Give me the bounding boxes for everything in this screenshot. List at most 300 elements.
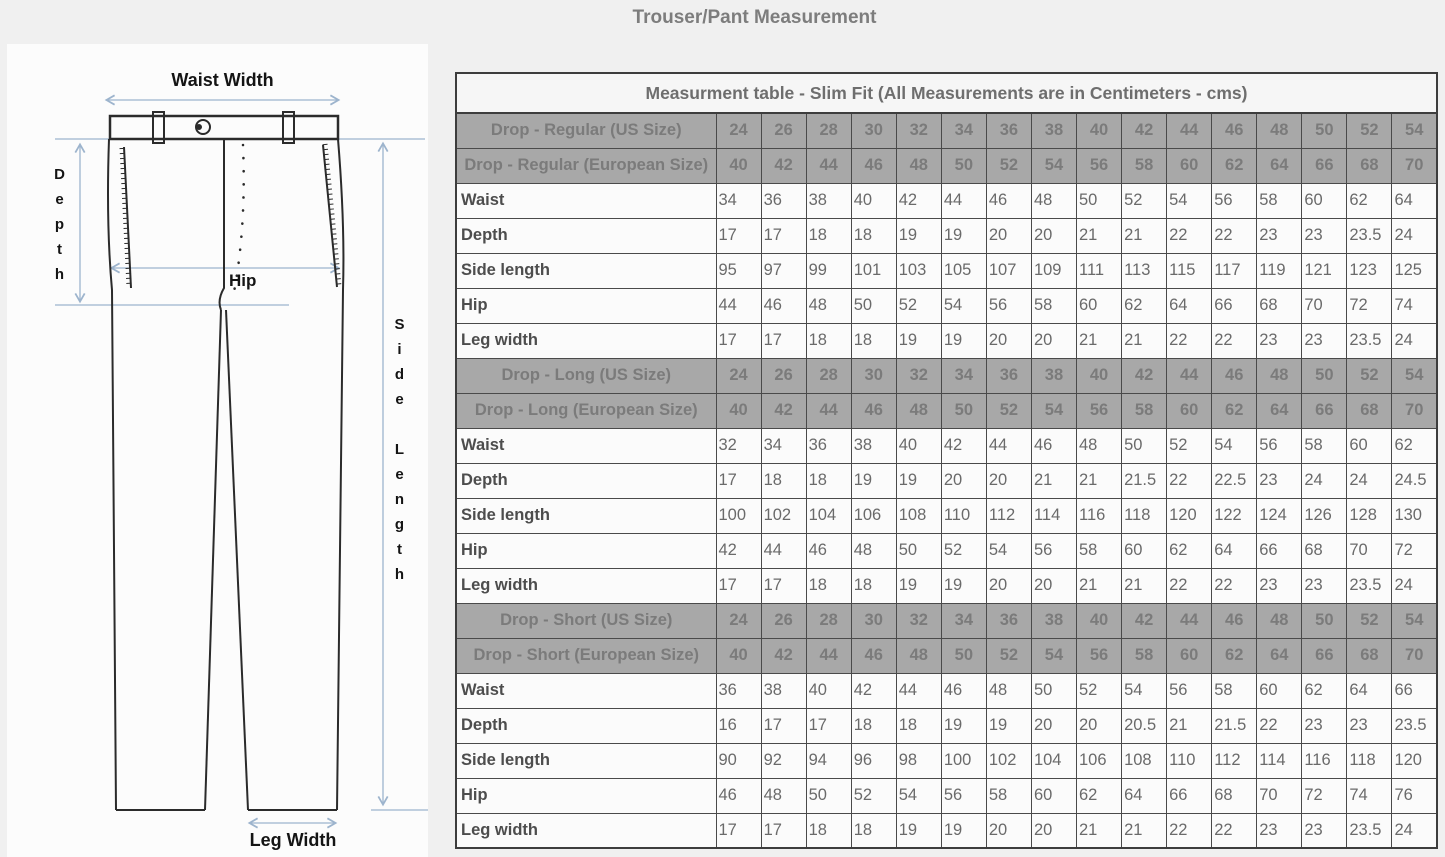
measurement-value-cell: 24 xyxy=(1302,463,1347,498)
measurement-value-cell: 54 xyxy=(986,533,1031,568)
measurement-value-cell: 74 xyxy=(1392,288,1437,323)
size-value-cell: 50 xyxy=(1302,358,1347,393)
size-value-cell: 62 xyxy=(1212,148,1257,183)
measurement-value-cell: 112 xyxy=(1212,743,1257,778)
size-value-cell: 36 xyxy=(986,113,1031,148)
measurement-value-cell: 98 xyxy=(896,743,941,778)
size-value-cell: 52 xyxy=(986,638,1031,673)
size-value-cell: 40 xyxy=(1077,603,1122,638)
measurement-value-cell: 66 xyxy=(1212,288,1257,323)
measurement-value-cell: 19 xyxy=(941,568,986,603)
hip-label: Hip xyxy=(229,271,257,290)
measurement-value-cell: 22 xyxy=(1167,323,1212,358)
measurement-value-cell: 36 xyxy=(806,428,851,463)
table-row xyxy=(456,813,1437,848)
measurement-value-cell: 23 xyxy=(1257,463,1302,498)
size-value-cell: 26 xyxy=(761,358,806,393)
right-outer-seam xyxy=(337,139,343,810)
measurement-value-cell: 44 xyxy=(986,428,1031,463)
measurement-value-cell: 50 xyxy=(1077,183,1122,218)
measurement-value-cell: 21 xyxy=(1077,463,1122,498)
measurement-value-cell: 23 xyxy=(1302,218,1347,253)
size-value-cell: 46 xyxy=(1212,603,1257,638)
measurement-value-cell: 18 xyxy=(761,463,806,498)
size-value-cell: 40 xyxy=(1077,358,1122,393)
measurement-value-cell: 21 xyxy=(1031,463,1076,498)
measurement-value-cell: 126 xyxy=(1302,498,1347,533)
size-value-cell: 50 xyxy=(941,393,986,428)
drop-size-header: Drop - Long (European Size) xyxy=(456,393,716,428)
size-value-cell: 34 xyxy=(941,113,986,148)
measurement-value-cell: 21 xyxy=(1122,568,1167,603)
table-row xyxy=(456,183,1437,218)
size-value-cell: 56 xyxy=(1077,148,1122,183)
measurement-value-cell: 118 xyxy=(1347,743,1392,778)
side-length-label: Side Length xyxy=(391,316,408,591)
measurement-value-cell: 52 xyxy=(851,778,896,813)
measurement-value-cell: 105 xyxy=(941,253,986,288)
table-row xyxy=(456,533,1437,568)
measurement-value-cell: 58 xyxy=(1212,673,1257,708)
size-value-cell: 70 xyxy=(1392,148,1437,183)
measurement-value-cell: 103 xyxy=(896,253,941,288)
measurement-value-cell: 56 xyxy=(1212,183,1257,218)
measurement-value-cell: 17 xyxy=(761,813,806,848)
measurement-value-cell: 52 xyxy=(1167,428,1212,463)
right-pocket-stitches xyxy=(325,144,339,286)
table-row xyxy=(456,113,1437,148)
size-value-cell: 46 xyxy=(851,638,896,673)
size-value-cell: 54 xyxy=(1031,148,1076,183)
measurement-value-cell: 44 xyxy=(761,533,806,568)
measurement-value-cell: 23 xyxy=(1257,218,1302,253)
measurement-value-cell: 46 xyxy=(761,288,806,323)
measurement-value-cell: 113 xyxy=(1122,253,1167,288)
table-row xyxy=(456,358,1437,393)
measurement-value-cell: 23 xyxy=(1257,323,1302,358)
size-value-cell: 52 xyxy=(986,148,1031,183)
size-value-cell: 50 xyxy=(941,148,986,183)
measurement-value-cell: 23 xyxy=(1302,568,1347,603)
measurement-value-cell: 21 xyxy=(1122,323,1167,358)
size-value-cell: 54 xyxy=(1392,358,1437,393)
measurement-value-cell: 115 xyxy=(1167,253,1212,288)
measurement-value-cell: 22 xyxy=(1257,708,1302,743)
size-value-cell: 44 xyxy=(806,393,851,428)
size-value-cell: 44 xyxy=(1167,603,1212,638)
measurement-value-cell: 18 xyxy=(896,708,941,743)
measurement-value-cell: 19 xyxy=(896,813,941,848)
measurement-value-cell: 46 xyxy=(716,778,761,813)
size-value-cell: 64 xyxy=(1257,393,1302,428)
measurement-value-cell: 92 xyxy=(761,743,806,778)
measurement-row-label: Leg width xyxy=(456,323,716,358)
measurement-value-cell: 58 xyxy=(1257,183,1302,218)
size-value-cell: 58 xyxy=(1122,393,1167,428)
measurement-value-cell: 56 xyxy=(986,288,1031,323)
measurement-value-cell: 62 xyxy=(1302,673,1347,708)
size-value-cell: 46 xyxy=(1212,113,1257,148)
measurement-value-cell: 21.5 xyxy=(1212,708,1257,743)
size-value-cell: 24 xyxy=(716,358,761,393)
measurement-value-cell: 122 xyxy=(1212,498,1257,533)
table-row xyxy=(456,743,1437,778)
measurement-value-cell: 60 xyxy=(1302,183,1347,218)
size-value-cell: 24 xyxy=(716,113,761,148)
size-value-cell: 38 xyxy=(1031,113,1076,148)
size-value-cell: 56 xyxy=(1077,393,1122,428)
size-value-cell: 34 xyxy=(941,358,986,393)
measurement-value-cell: 17 xyxy=(716,323,761,358)
measurement-value-cell: 19 xyxy=(896,463,941,498)
size-value-cell: 40 xyxy=(716,393,761,428)
measurement-value-cell: 117 xyxy=(1212,253,1257,288)
measurement-value-cell: 62 xyxy=(1167,533,1212,568)
measurement-value-cell: 44 xyxy=(716,288,761,323)
measurement-value-cell: 60 xyxy=(1122,533,1167,568)
measurement-value-cell: 42 xyxy=(716,533,761,568)
measurement-value-cell: 17 xyxy=(716,218,761,253)
measurement-value-cell: 116 xyxy=(1077,498,1122,533)
measurement-value-cell: 20 xyxy=(986,463,1031,498)
measurement-value-cell: 23 xyxy=(1257,813,1302,848)
measurement-value-cell: 17 xyxy=(716,813,761,848)
size-value-cell: 54 xyxy=(1031,638,1076,673)
size-value-cell: 26 xyxy=(761,113,806,148)
measurement-value-cell: 18 xyxy=(806,568,851,603)
measurement-value-cell: 19 xyxy=(896,323,941,358)
size-value-cell: 48 xyxy=(896,393,941,428)
measurement-value-cell: 22 xyxy=(1212,813,1257,848)
measurement-value-cell: 20 xyxy=(1031,708,1076,743)
size-value-cell: 54 xyxy=(1392,113,1437,148)
measurement-value-cell: 50 xyxy=(896,533,941,568)
measurement-value-cell: 21.5 xyxy=(1122,463,1167,498)
measurement-value-cell: 121 xyxy=(1302,253,1347,288)
size-value-cell: 52 xyxy=(986,393,1031,428)
size-value-cell: 64 xyxy=(1257,148,1302,183)
size-value-cell: 58 xyxy=(1122,638,1167,673)
measurement-row-label: Depth xyxy=(456,463,716,498)
measurement-value-cell: 17 xyxy=(761,708,806,743)
measurement-value-cell: 58 xyxy=(1077,533,1122,568)
measurement-value-cell: 66 xyxy=(1167,778,1212,813)
measurement-value-cell: 106 xyxy=(1077,743,1122,778)
measurement-value-cell: 74 xyxy=(1347,778,1392,813)
measurement-row-label: Side length xyxy=(456,253,716,288)
table-row xyxy=(456,288,1437,323)
size-value-cell: 60 xyxy=(1167,393,1212,428)
measurement-value-cell: 64 xyxy=(1347,673,1392,708)
measurement-value-cell: 20.5 xyxy=(1122,708,1167,743)
measurement-value-cell: 20 xyxy=(1031,218,1076,253)
size-value-cell: 38 xyxy=(1031,358,1076,393)
measurement-value-cell: 48 xyxy=(986,673,1031,708)
measurement-value-cell: 107 xyxy=(986,253,1031,288)
size-value-cell: 52 xyxy=(1347,113,1392,148)
measurement-value-cell: 52 xyxy=(896,288,941,323)
measurement-row-label: Waist xyxy=(456,428,716,463)
measurement-value-cell: 62 xyxy=(1122,288,1167,323)
size-value-cell: 42 xyxy=(1122,358,1167,393)
measurement-value-cell: 120 xyxy=(1392,743,1437,778)
measurement-value-cell: 50 xyxy=(1122,428,1167,463)
measurement-value-cell: 104 xyxy=(806,498,851,533)
drop-size-header: Drop - Short (European Size) xyxy=(456,638,716,673)
measurement-value-cell: 18 xyxy=(851,708,896,743)
measurement-row-label: Depth xyxy=(456,708,716,743)
measurement-value-cell: 21 xyxy=(1077,323,1122,358)
size-value-cell: 42 xyxy=(1122,113,1167,148)
measurement-value-cell: 119 xyxy=(1257,253,1302,288)
size-value-cell: 64 xyxy=(1257,638,1302,673)
measurement-value-cell: 125 xyxy=(1392,253,1437,288)
measurement-value-cell: 96 xyxy=(851,743,896,778)
measurement-row-label: Hip xyxy=(456,533,716,568)
measurement-value-cell: 22 xyxy=(1212,218,1257,253)
measurement-value-cell: 18 xyxy=(806,218,851,253)
measurement-value-cell: 22 xyxy=(1167,463,1212,498)
measurement-value-cell: 111 xyxy=(1077,253,1122,288)
table-row xyxy=(456,218,1437,253)
size-value-cell: 54 xyxy=(1392,603,1437,638)
depth-label: Depth xyxy=(51,166,68,291)
measurement-value-cell: 18 xyxy=(806,813,851,848)
size-value-cell: 32 xyxy=(896,358,941,393)
drop-size-header: Drop - Short (US Size) xyxy=(456,603,716,638)
measurement-value-cell: 40 xyxy=(806,673,851,708)
measurement-value-cell: 50 xyxy=(851,288,896,323)
table-row xyxy=(456,323,1437,358)
measurement-value-cell: 106 xyxy=(851,498,896,533)
measurement-value-cell: 120 xyxy=(1167,498,1212,533)
measurement-value-cell: 66 xyxy=(1392,673,1437,708)
size-value-cell: 46 xyxy=(851,148,896,183)
size-value-cell: 70 xyxy=(1392,638,1437,673)
size-value-cell: 46 xyxy=(1212,358,1257,393)
size-value-cell: 52 xyxy=(1347,358,1392,393)
size-value-cell: 50 xyxy=(1302,603,1347,638)
size-value-cell: 66 xyxy=(1302,148,1347,183)
measurement-value-cell: 38 xyxy=(761,673,806,708)
measurement-value-cell: 21 xyxy=(1122,218,1167,253)
table-row xyxy=(456,148,1437,183)
measurement-value-cell: 54 xyxy=(1122,673,1167,708)
drop-size-header: Drop - Long (US Size) xyxy=(456,358,716,393)
size-value-cell: 38 xyxy=(1031,603,1076,638)
table-row xyxy=(456,673,1437,708)
size-value-cell: 36 xyxy=(986,358,1031,393)
measurement-table-body xyxy=(456,73,1437,848)
measurement-value-cell: 108 xyxy=(1122,743,1167,778)
measurement-value-cell: 46 xyxy=(941,673,986,708)
size-value-cell: 40 xyxy=(716,148,761,183)
measurement-value-cell: 100 xyxy=(941,743,986,778)
measurement-value-cell: 46 xyxy=(806,533,851,568)
measurement-value-cell: 52 xyxy=(941,533,986,568)
measurement-value-cell: 38 xyxy=(851,428,896,463)
drop-size-header: Drop - Regular (European Size) xyxy=(456,148,716,183)
measurement-value-cell: 72 xyxy=(1347,288,1392,323)
size-value-cell: 32 xyxy=(896,603,941,638)
measurement-value-cell: 21 xyxy=(1077,568,1122,603)
size-value-cell: 40 xyxy=(1077,113,1122,148)
measurement-value-cell: 23.5 xyxy=(1347,218,1392,253)
size-value-cell: 50 xyxy=(1302,113,1347,148)
table-row xyxy=(456,393,1437,428)
measurement-value-cell: 20 xyxy=(986,813,1031,848)
measurement-row-label: Side length xyxy=(456,498,716,533)
measurement-value-cell: 99 xyxy=(806,253,851,288)
size-value-cell: 68 xyxy=(1347,393,1392,428)
measurement-value-cell: 19 xyxy=(941,813,986,848)
size-value-cell: 28 xyxy=(806,113,851,148)
measurement-value-cell: 19 xyxy=(896,568,941,603)
measurement-value-cell: 128 xyxy=(1347,498,1392,533)
table-row xyxy=(456,708,1437,743)
measurement-value-cell: 48 xyxy=(761,778,806,813)
size-value-cell: 60 xyxy=(1167,638,1212,673)
measurement-value-cell: 76 xyxy=(1392,778,1437,813)
measurement-value-cell: 50 xyxy=(806,778,851,813)
left-inseam xyxy=(205,310,221,810)
size-value-cell: 40 xyxy=(716,638,761,673)
measurement-value-cell: 123 xyxy=(1347,253,1392,288)
measurement-value-cell: 19 xyxy=(941,323,986,358)
measurement-row-label: Waist xyxy=(456,673,716,708)
size-value-cell: 42 xyxy=(761,638,806,673)
measurement-value-cell: 36 xyxy=(761,183,806,218)
size-value-cell: 50 xyxy=(941,638,986,673)
measurement-value-cell: 20 xyxy=(1031,568,1076,603)
size-value-cell: 44 xyxy=(806,148,851,183)
size-value-cell: 30 xyxy=(851,603,896,638)
measurement-value-cell: 104 xyxy=(1031,743,1076,778)
measurement-row-label: Waist xyxy=(456,183,716,218)
measurement-value-cell: 19 xyxy=(941,218,986,253)
measurement-row-label: Hip xyxy=(456,288,716,323)
measurement-value-cell: 16 xyxy=(716,708,761,743)
trouser-outline xyxy=(108,112,343,810)
measurement-value-cell: 21 xyxy=(1077,218,1122,253)
measurement-value-cell: 18 xyxy=(806,323,851,358)
measurement-value-cell: 34 xyxy=(716,183,761,218)
measurement-value-cell: 114 xyxy=(1031,498,1076,533)
measurement-value-cell: 36 xyxy=(716,673,761,708)
measurement-value-cell: 23.5 xyxy=(1347,568,1392,603)
measurement-value-cell: 24 xyxy=(1392,813,1437,848)
measurement-value-cell: 22 xyxy=(1167,813,1212,848)
size-value-cell: 28 xyxy=(806,358,851,393)
size-value-cell: 58 xyxy=(1122,148,1167,183)
measurement-value-cell: 24.5 xyxy=(1392,463,1437,498)
size-value-cell: 52 xyxy=(1347,603,1392,638)
size-value-cell: 30 xyxy=(851,358,896,393)
measurement-value-cell: 19 xyxy=(986,708,1031,743)
measurement-value-cell: 17 xyxy=(716,463,761,498)
table-title-row xyxy=(456,73,1437,113)
measurement-value-cell: 44 xyxy=(896,673,941,708)
trouser-diagram-svg xyxy=(7,44,428,857)
table-row xyxy=(456,778,1437,813)
measurement-value-cell: 18 xyxy=(851,218,896,253)
size-value-cell: 54 xyxy=(1031,393,1076,428)
measurement-value-cell: 130 xyxy=(1392,498,1437,533)
size-value-cell: 48 xyxy=(896,638,941,673)
measurement-value-cell: 64 xyxy=(1122,778,1167,813)
measurement-value-cell: 42 xyxy=(896,183,941,218)
size-value-cell: 26 xyxy=(761,603,806,638)
size-value-cell: 48 xyxy=(896,148,941,183)
measurement-value-cell: 68 xyxy=(1257,288,1302,323)
measurement-value-cell: 68 xyxy=(1302,533,1347,568)
measurement-value-cell: 42 xyxy=(851,673,896,708)
waist-button-hole xyxy=(197,125,201,129)
measurement-value-cell: 62 xyxy=(1392,428,1437,463)
measurement-value-cell: 18 xyxy=(851,323,896,358)
size-value-cell: 42 xyxy=(761,393,806,428)
measurement-value-cell: 64 xyxy=(1212,533,1257,568)
measurement-value-cell: 24 xyxy=(1392,568,1437,603)
measurement-value-cell: 46 xyxy=(986,183,1031,218)
measurement-value-cell: 22 xyxy=(1167,568,1212,603)
measurement-value-cell: 70 xyxy=(1302,288,1347,323)
measurement-value-cell: 22 xyxy=(1212,323,1257,358)
measurement-value-cell: 109 xyxy=(1031,253,1076,288)
measurement-value-cell: 19 xyxy=(851,463,896,498)
measurement-value-cell: 20 xyxy=(986,218,1031,253)
measurement-value-cell: 22.5 xyxy=(1212,463,1257,498)
measurement-value-cell: 20 xyxy=(1031,813,1076,848)
measurement-value-cell: 34 xyxy=(761,428,806,463)
measurement-value-cell: 20 xyxy=(1031,323,1076,358)
measurement-value-cell: 70 xyxy=(1347,533,1392,568)
measurement-value-cell: 112 xyxy=(986,498,1031,533)
size-value-cell: 62 xyxy=(1212,393,1257,428)
measurement-value-cell: 60 xyxy=(1031,778,1076,813)
size-value-cell: 48 xyxy=(1257,113,1302,148)
measurement-value-cell: 21 xyxy=(1167,708,1212,743)
size-value-cell: 44 xyxy=(1167,358,1212,393)
measurement-row-label: Hip xyxy=(456,778,716,813)
measurement-value-cell: 23 xyxy=(1302,323,1347,358)
waist-width-label: Waist Width xyxy=(171,70,274,90)
measurement-value-cell: 102 xyxy=(986,743,1031,778)
measurement-value-cell: 21 xyxy=(1077,813,1122,848)
table-row xyxy=(456,603,1437,638)
measurement-value-cell: 20 xyxy=(986,568,1031,603)
drop-size-header: Drop - Regular (US Size) xyxy=(456,113,716,148)
measurement-table xyxy=(455,72,1438,849)
measurement-value-cell: 42 xyxy=(941,428,986,463)
table-row xyxy=(456,463,1437,498)
measurement-value-cell: 19 xyxy=(896,218,941,253)
measurement-value-cell: 56 xyxy=(1167,673,1212,708)
size-value-cell: 28 xyxy=(806,603,851,638)
size-value-cell: 60 xyxy=(1167,148,1212,183)
size-value-cell: 30 xyxy=(851,113,896,148)
size-value-cell: 56 xyxy=(1077,638,1122,673)
measurement-value-cell: 20 xyxy=(986,323,1031,358)
measurement-value-cell: 52 xyxy=(1077,673,1122,708)
measurement-value-cell: 60 xyxy=(1077,288,1122,323)
measurement-value-cell: 48 xyxy=(851,533,896,568)
page-title: Trouser/Pant Measurement xyxy=(632,7,877,28)
measurement-value-cell: 38 xyxy=(806,183,851,218)
measurement-value-cell: 56 xyxy=(1031,533,1076,568)
measurement-value-cell: 17 xyxy=(761,323,806,358)
measurement-value-cell: 23 xyxy=(1302,813,1347,848)
